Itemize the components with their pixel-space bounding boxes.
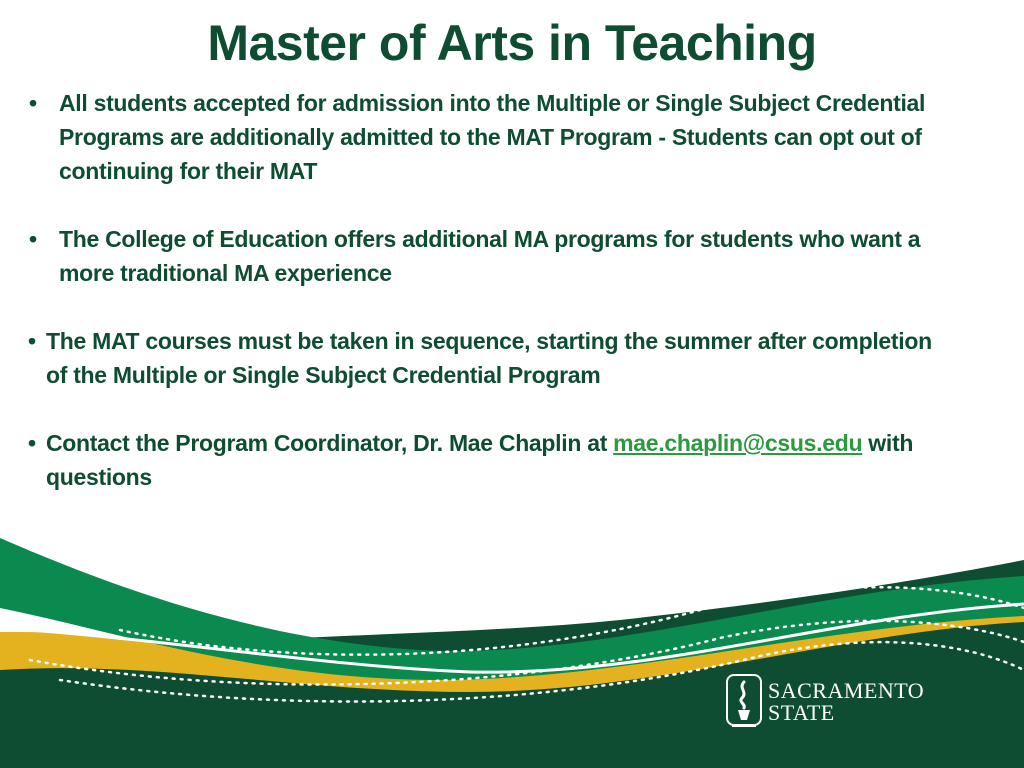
coordinator-email-link[interactable]: mae.chaplin@csus.edu <box>613 430 863 456</box>
bullet-item <box>29 86 999 188</box>
bullet-dot: • <box>28 430 36 456</box>
bullet-item <box>28 324 946 392</box>
logo-wordmark <box>768 680 924 724</box>
slide-title: Master of Arts in Teaching <box>207 15 817 71</box>
logo-line-2: STATE <box>768 700 835 725</box>
bullet-text-before: Contact the Program Coordinator, Dr. Mae Chaplin at <box>46 430 614 456</box>
logo-line-1: SACRAMENTO <box>768 678 925 703</box>
decorative-waves <box>0 520 1024 768</box>
sacramento-state-logo <box>726 674 936 730</box>
bullet-item <box>29 222 979 290</box>
bullet-dot: • <box>28 328 36 354</box>
bullet-text-after: with questions <box>46 430 914 490</box>
bullet-dot: • <box>29 90 37 116</box>
bullet-text: The College of Education offers additional MA programs for students who want a more traditional MA experience <box>59 226 921 286</box>
bullet-dot: • <box>29 226 37 252</box>
bullet-item <box>28 426 1006 494</box>
bullet-text: All students accepted for admission into the Multiple or Single Subject Credential Programs are additionally admitted to the MAT Program - Students can opt out of continuing for their MAT <box>59 90 926 184</box>
bullet-text: The MAT courses must be taken in sequence, starting the summer after completion of the Multiple or Single Subject Credential Program <box>46 328 932 388</box>
torch-hornet-icon <box>726 674 762 730</box>
